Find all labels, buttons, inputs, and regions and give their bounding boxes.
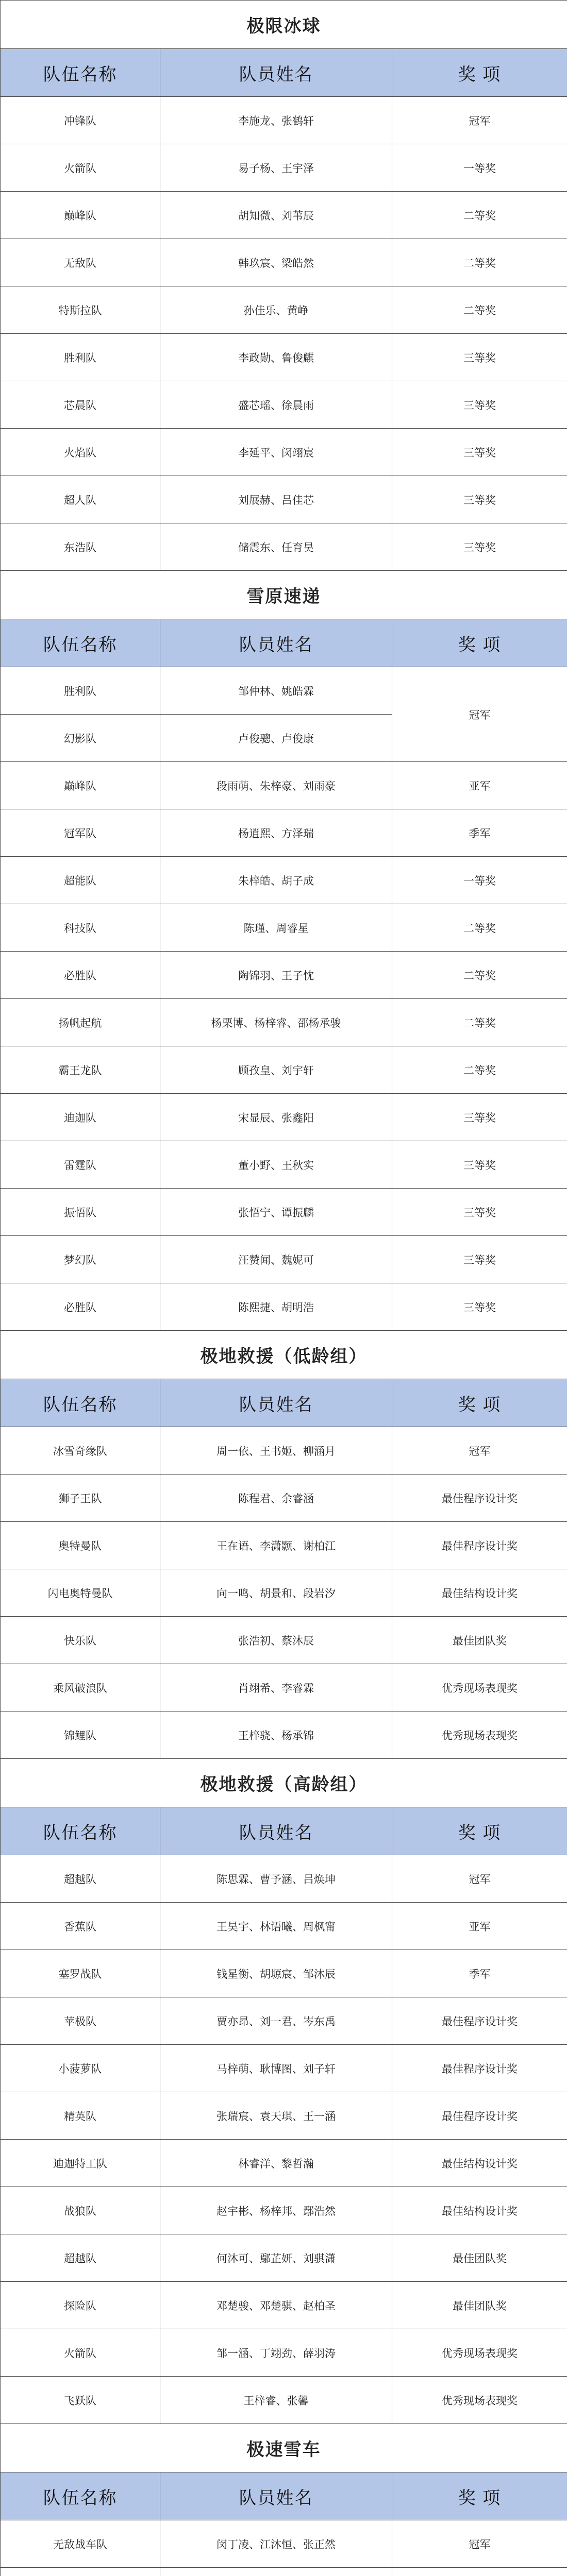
- table-row: [1, 2520, 567, 2568]
- header-team: 队伍名称: [1, 1379, 160, 1427]
- award-cell: 三等奖: [392, 334, 567, 381]
- award-cell: 二等奖: [392, 192, 567, 239]
- member-names: 向一鸣、胡景和、段岩汐: [160, 1569, 392, 1617]
- member-names: 李政勋、鲁俊麒: [160, 334, 392, 381]
- award-cell: 优秀现场表现奖: [392, 2329, 567, 2377]
- section-title: 雪原速递: [1, 571, 567, 619]
- member-names: 张瑞宸、袁天琪、王一涵: [160, 2092, 392, 2140]
- award-cell: 最佳团队奖: [392, 1617, 567, 1664]
- team-name: 胜利队: [1, 334, 160, 381]
- member-names: 刘展赫、吕佳芯: [160, 476, 392, 523]
- member-names: 李施龙、张鹤轩: [160, 97, 392, 144]
- member-names: 储震东、任育昊: [160, 523, 392, 571]
- member-names: 邓楚骏、邓楚骐、赵柏圣: [160, 2282, 392, 2329]
- table-row: [1, 1475, 567, 1522]
- member-names: 邹仲林、姚皓霖: [160, 667, 392, 715]
- team-name: 霸王龙队: [1, 1046, 160, 1094]
- table-row: [1, 1046, 567, 1094]
- header-row: [1, 619, 567, 667]
- member-names: 胡知微、刘苇辰: [160, 192, 392, 239]
- award-cell: 最佳团队奖: [392, 2282, 567, 2329]
- member-names: 杨栗博、杨梓睿、邵杨承骏: [160, 999, 392, 1046]
- team-name: 振悟队: [1, 1189, 160, 1236]
- team-name: 狮子王队: [1, 1475, 160, 1522]
- table-row: [1, 1283, 567, 1331]
- header-award: 奖 项: [392, 2472, 567, 2520]
- team-name: 超能队: [1, 857, 160, 904]
- table-row: [1, 1617, 567, 1664]
- award-cell: 优秀现场表现奖: [392, 2377, 567, 2424]
- table-row: [1, 144, 567, 192]
- header-row: [1, 1379, 567, 1427]
- table-row: [1, 904, 567, 952]
- member-names: 韩玖宸、梁皓然: [160, 239, 392, 286]
- member-names: 陈思霖、曹予涵、吕焕坤: [160, 1855, 392, 1903]
- header-team: 队伍名称: [1, 2472, 160, 2520]
- award-cell: 最佳团队奖: [392, 2234, 567, 2282]
- table-row: [1, 334, 567, 381]
- table-row: [1, 1664, 567, 1711]
- table-row: [1, 2045, 567, 2092]
- award-cell: 三等奖: [392, 1283, 567, 1331]
- header-award: 奖 项: [392, 1379, 567, 1427]
- team-name: 小菠萝队: [1, 2045, 160, 2092]
- member-names: 肖翊希、李睿霖: [160, 1664, 392, 1711]
- team-name: 精英队: [1, 2092, 160, 2140]
- table-row: [1, 2282, 567, 2329]
- table-row: [1, 2092, 567, 2140]
- team-name: 幻影队: [1, 715, 160, 762]
- member-names: 易子杨、王宇泽: [160, 144, 392, 192]
- award-cell: 最佳程序设计奖: [392, 2092, 567, 2140]
- team-name: 超越队: [1, 2234, 160, 2282]
- header-award: 奖 项: [392, 1807, 567, 1855]
- team-name: 超越队: [1, 1855, 160, 1903]
- team-name: 火焰队: [1, 429, 160, 476]
- award-cell: 三等奖: [392, 1236, 567, 1283]
- table-row: [1, 429, 567, 476]
- header-team: 队伍名称: [1, 49, 160, 97]
- team-name: 快乐队: [1, 1617, 160, 1664]
- team-name: 乘风破浪队: [1, 1664, 160, 1711]
- header-row: [1, 2472, 567, 2520]
- award-cell: 冠军: [392, 97, 567, 144]
- team-name: 火箭队: [1, 2329, 160, 2377]
- member-names: 赵宇彬、杨梓邦、鄢浩然: [160, 2187, 392, 2234]
- member-names: 贾亦昂、刘一君、岑东禹: [160, 1997, 392, 2045]
- member-names: 陈程君、余睿涵: [160, 1475, 392, 1522]
- table-row: [1, 97, 567, 144]
- award-cell: 冠军: [392, 1427, 567, 1475]
- table-row: [1, 192, 567, 239]
- header-members: 队员姓名: [160, 49, 392, 97]
- member-names: 朱梓皓、胡子成: [160, 857, 392, 904]
- team-name: 东浩队: [1, 523, 160, 571]
- team-name: 科技队: [1, 904, 160, 952]
- award-cell: 二等奖: [392, 952, 567, 999]
- award-cell: 优秀现场表现奖: [392, 1711, 567, 1759]
- member-names: 邹一涵、丁翊劲、薛羽涛: [160, 2329, 392, 2377]
- header-team: 队伍名称: [1, 1807, 160, 1855]
- section-title-row: [1, 2424, 567, 2472]
- team-name: 胜利队: [1, 667, 160, 715]
- award-cell: 最佳结构设计奖: [392, 1569, 567, 1617]
- award-cell: 二等奖: [392, 904, 567, 952]
- header-award: 奖 项: [392, 49, 567, 97]
- member-names: [160, 2568, 392, 2576]
- team-name: 塞罗战队: [1, 1950, 160, 1997]
- section-title: 极地救援（高龄组）: [1, 1759, 567, 1807]
- team-name: 迪迦队: [1, 1094, 160, 1141]
- team-name: [1, 2568, 160, 2576]
- table-row: [1, 1569, 567, 1617]
- team-name: 梦幻队: [1, 1236, 160, 1283]
- award-cell: [392, 2568, 567, 2576]
- award-cell: 三等奖: [392, 429, 567, 476]
- table-row: [1, 1189, 567, 1236]
- award-cell: 三等奖: [392, 523, 567, 571]
- table-row: [1, 381, 567, 429]
- award-cell: 最佳程序设计奖: [392, 1475, 567, 1522]
- member-names: 李延平、闵翊宸: [160, 429, 392, 476]
- award-cell: 二等奖: [392, 286, 567, 334]
- table-row: [1, 1141, 567, 1189]
- section-title-row: [1, 1331, 567, 1379]
- team-name: 战狼队: [1, 2187, 160, 2234]
- member-names: 张浩初、蔡沐辰: [160, 1617, 392, 1664]
- header-row: [1, 1807, 567, 1855]
- team-name: 芯晨队: [1, 381, 160, 429]
- award-cell: 优秀现场表现奖: [392, 1664, 567, 1711]
- member-names: 顾孜皇、刘宇轩: [160, 1046, 392, 1094]
- award-cell: 最佳程序设计奖: [392, 1997, 567, 2045]
- team-name: 扬帆起航: [1, 999, 160, 1046]
- team-name: 冲锋队: [1, 97, 160, 144]
- table-row: [1, 2568, 567, 2576]
- table-row: [1, 1997, 567, 2045]
- table-row: [1, 1427, 567, 1475]
- award-cell: 最佳结构设计奖: [392, 2187, 567, 2234]
- header-members: 队员姓名: [160, 2472, 392, 2520]
- member-names: 王梓骁、杨承锦: [160, 1711, 392, 1759]
- header-members: 队员姓名: [160, 1379, 392, 1427]
- team-name: 香蕉队: [1, 1903, 160, 1950]
- team-name: 飞跃队: [1, 2377, 160, 2424]
- member-names: 董小野、王秋实: [160, 1141, 392, 1189]
- member-names: 林睿洋、黎哲瀚: [160, 2140, 392, 2187]
- award-cell: 季军: [392, 1950, 567, 1997]
- table-row: [1, 2234, 567, 2282]
- award-cell: 亚军: [392, 762, 567, 809]
- team-name: 雷霆队: [1, 1141, 160, 1189]
- member-names: 陈瑾、周睿星: [160, 904, 392, 952]
- table-row: [1, 1711, 567, 1759]
- team-name: 奥特曼队: [1, 1522, 160, 1569]
- award-cell: 三等奖: [392, 476, 567, 523]
- header-award: 奖 项: [392, 619, 567, 667]
- section-title: 极地救援（低龄组）: [1, 1331, 567, 1379]
- table-row: [1, 1855, 567, 1903]
- award-cell: 冠军: [392, 667, 567, 762]
- award-cell: 最佳程序设计奖: [392, 1522, 567, 1569]
- table-row: [1, 523, 567, 571]
- member-names: 王在语、李潇颢、谢柏江: [160, 1522, 392, 1569]
- member-names: 王昊宇、林语曦、周枫甯: [160, 1903, 392, 1950]
- award-cell: 亚军: [392, 1903, 567, 1950]
- award-cell: 三等奖: [392, 1094, 567, 1141]
- award-cell: 冠军: [392, 2520, 567, 2568]
- section-title-row: [1, 1759, 567, 1807]
- member-names: 汪赞闻、魏妮可: [160, 1236, 392, 1283]
- team-name: 探险队: [1, 2282, 160, 2329]
- award-cell: 一等奖: [392, 857, 567, 904]
- award-cell: 冠军: [392, 1855, 567, 1903]
- table-row: [1, 1950, 567, 1997]
- member-names: 闵丁凌、江沐恒、张正然: [160, 2520, 392, 2568]
- member-names: 宋显辰、张鑫阳: [160, 1094, 392, 1141]
- team-name: 火箭队: [1, 144, 160, 192]
- section-title-row: [1, 571, 567, 619]
- award-cell: 二等奖: [392, 999, 567, 1046]
- header-members: 队员姓名: [160, 1807, 392, 1855]
- table-row: [1, 476, 567, 523]
- member-names: 钱星衡、胡塬宸、邹沐辰: [160, 1950, 392, 1997]
- header-row: [1, 49, 567, 97]
- team-name: 闪电奥特曼队: [1, 1569, 160, 1617]
- award-cell: 最佳结构设计奖: [392, 2140, 567, 2187]
- award-cell: 三等奖: [392, 381, 567, 429]
- team-name: 必胜队: [1, 1283, 160, 1331]
- table-row: [1, 1094, 567, 1141]
- member-names: 王梓睿、张馨: [160, 2377, 392, 2424]
- member-names: 周一依、王书姬、柳涵月: [160, 1427, 392, 1475]
- member-names: 陶锦羽、王子忱: [160, 952, 392, 999]
- team-name: 锦鲤队: [1, 1711, 160, 1759]
- team-name: 无敌战车队: [1, 2520, 160, 2568]
- team-name: 冰雪奇缘队: [1, 1427, 160, 1475]
- award-cell: 二等奖: [392, 1046, 567, 1094]
- table-row: [1, 857, 567, 904]
- table-row: [1, 952, 567, 999]
- table-row: [1, 239, 567, 286]
- table-row: [1, 1236, 567, 1283]
- table-row: [1, 286, 567, 334]
- member-names: 卢俊骢、卢俊康: [160, 715, 392, 762]
- team-name: 苹极队: [1, 1997, 160, 2045]
- award-cell: 一等奖: [392, 144, 567, 192]
- table-row: [1, 2377, 567, 2424]
- award-cell: 季军: [392, 809, 567, 857]
- member-names: 马梓萌、耿博图、刘子轩: [160, 2045, 392, 2092]
- section-title-row: [1, 1, 567, 49]
- member-names: 陈熙捷、胡明浩: [160, 1283, 392, 1331]
- member-names: 段雨萌、朱梓豪、刘雨豪: [160, 762, 392, 809]
- table-row: [1, 1903, 567, 1950]
- team-name: 必胜队: [1, 952, 160, 999]
- team-name: 特斯拉队: [1, 286, 160, 334]
- award-cell: 最佳程序设计奖: [392, 2045, 567, 2092]
- award-cell: 三等奖: [392, 1189, 567, 1236]
- team-name: 巅峰队: [1, 192, 160, 239]
- award-cell: 三等奖: [392, 1141, 567, 1189]
- team-name: 冠军队: [1, 809, 160, 857]
- section-title: 极速雪车: [1, 2424, 567, 2472]
- header-members: 队员姓名: [160, 619, 392, 667]
- team-name: 超人队: [1, 476, 160, 523]
- table-row: [1, 2329, 567, 2377]
- member-names: 盛芯瑶、徐晨雨: [160, 381, 392, 429]
- table-row: [1, 2140, 567, 2187]
- table-row: [1, 667, 567, 715]
- member-names: 何沐可、鄢芷妍、刘骐潇: [160, 2234, 392, 2282]
- member-names: 张悟宁、谭振麟: [160, 1189, 392, 1236]
- team-name: 迪迦特工队: [1, 2140, 160, 2187]
- table-row: [1, 999, 567, 1046]
- team-name: 无敌队: [1, 239, 160, 286]
- member-names: 孙佳乐、黄峥: [160, 286, 392, 334]
- header-team: 队伍名称: [1, 619, 160, 667]
- table-row: [1, 2187, 567, 2234]
- table-row: [1, 809, 567, 857]
- team-name: 巅峰队: [1, 762, 160, 809]
- member-names: 杨逍熙、方泽瑞: [160, 809, 392, 857]
- table-row: [1, 762, 567, 809]
- section-title: 极限冰球: [1, 1, 567, 49]
- award-cell: 二等奖: [392, 239, 567, 286]
- table-row: [1, 1522, 567, 1569]
